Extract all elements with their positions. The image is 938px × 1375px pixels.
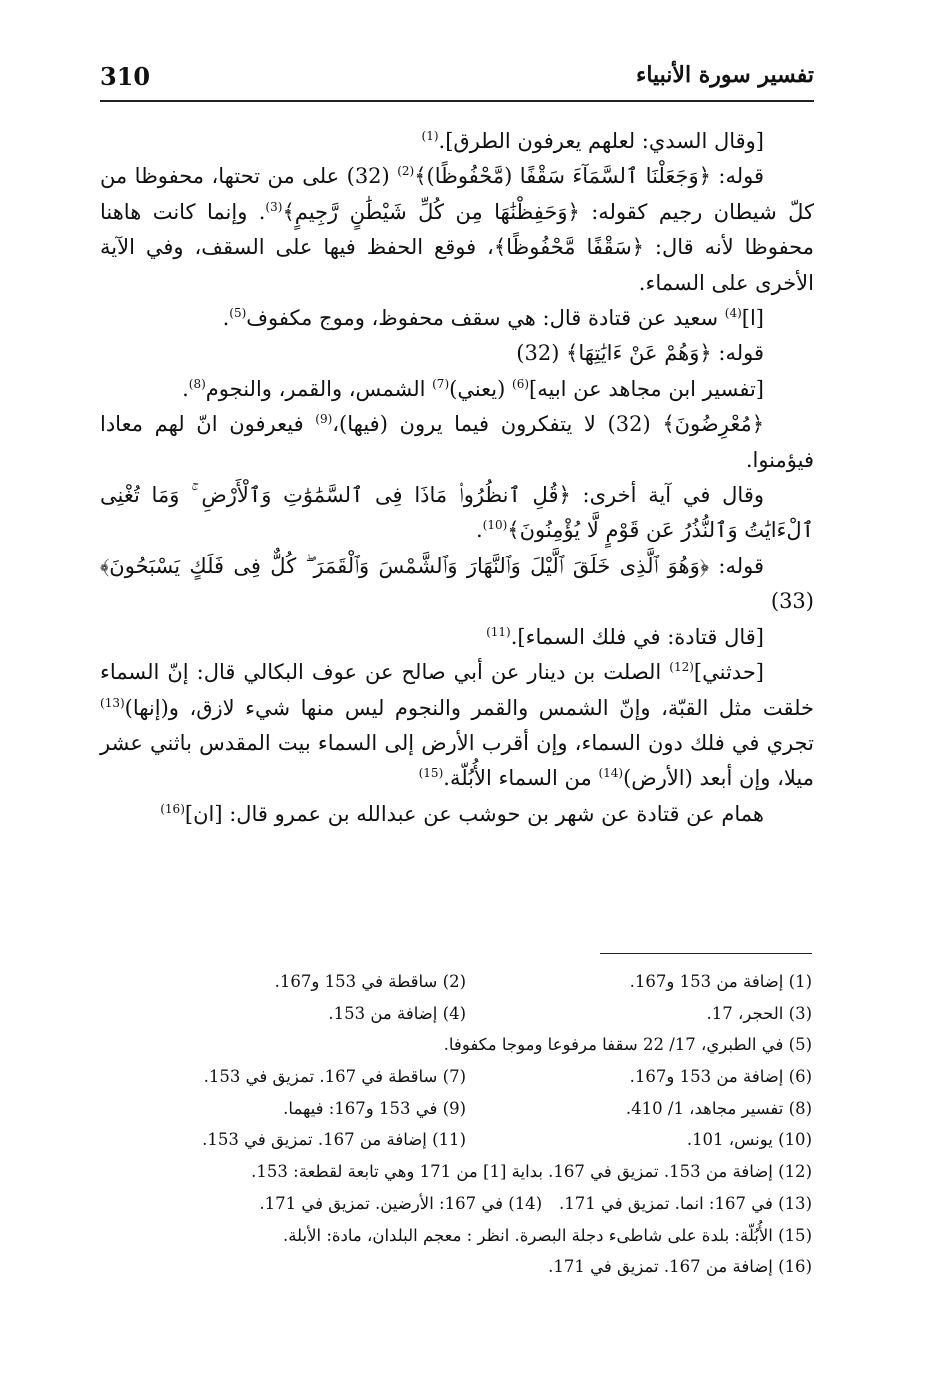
paragraph-1: [وقال السدي: لعلهم يعرفون الطرق].$^{(1)}$ <box>421 129 764 153</box>
footnote-ref-2: (2) <box>397 164 415 179</box>
footnote-ref-11: (11) <box>486 624 511 639</box>
running-title: تفسير سورة الأنبياء <box>635 62 814 88</box>
page-header <box>100 58 814 98</box>
footnote-11: (11) إضافة من 167. تمزيق في 153. <box>202 1130 466 1150</box>
footnote-ref-14: (14) <box>598 766 624 781</box>
footnote-7: (7) ساقطة في 167. تمزيق في 153. <box>203 1067 466 1087</box>
footnote-ref-8: (8) <box>188 376 206 391</box>
paragraph-3: [ا]$^{(4)}$ سعيد عن قتادة قال: هي سقف محفوظ، وموج مكفوف$^{(5)}$. <box>222 306 764 331</box>
paragraph-4: قوله: ﴿وَهُمْ عَنْ ءَايَٰتِهَا﴾ (32) <box>516 341 764 366</box>
page-number: 310 <box>100 62 151 91</box>
footnote-13: (13) في 167: انما. تمزيق في 171. <box>558 1193 812 1213</box>
paragraph-11: همام عن قتادة عن شهر بن حوشب عن عبدالله بن عمرو قال: [ان]$^{(16)}$ <box>160 801 764 826</box>
footnotes <box>120 966 812 1283</box>
footnote-ref-3: (3) <box>265 199 283 214</box>
paragraph-10: [حدثني]$^{(12)}$ الصلت بن دينار عن أبي صالح عن عوف البكالي قال: إنّ السماء خلقت مثل القبّة، وإنّ الشمس والقمر والنجوم ليس منها شيء لازق، و(إنها)$^{(13)}$ تجري في فلك دون السماء، وإن أقرب الأرض إلى السماء بيت المقدس باثني عشر ميلا، وإن أبعد (الأرض)$^{(14)}$ من السماء الأُبُلّة.$^{(15)}$ <box>100 660 814 791</box>
footnote-ref-12: (12) <box>669 660 694 675</box>
footnote-ref-5: (5) <box>229 306 247 321</box>
footnote-3: (3) الحجر، 17. <box>706 1003 812 1023</box>
header-divider <box>100 100 814 102</box>
footnote-15: (15) الأُبُلّة: بلدة على شاطىء دجلة البصرة. انظر : معجم البلدان، مادة: الأبلة. <box>282 1225 812 1245</box>
main-text <box>100 124 814 832</box>
paragraph-8: قوله: ﴿وَهُوَ ٱلَّذِى خَلَقَ ٱلَّيْلَ وَٱلنَّهَارَ وَٱلشَّمْسَ وَٱلْقَمَرَ ۖ كُلٌّ فِى فَلَكٍ يَسْبَحُونَ﴾ (33) <box>100 553 814 614</box>
footnote-9: (9) في 153 و167: فيهما. <box>283 1098 466 1118</box>
footnote-ref-6: (6) <box>512 376 530 391</box>
footnote-10: (10) يونس، 101. <box>686 1130 812 1150</box>
footnote-ref-7: (7) <box>432 376 450 391</box>
footnote-divider <box>600 953 812 954</box>
footnote-4: (4) إضافة من 153. <box>328 1003 466 1023</box>
paragraph-2: قوله: ﴿وَجَعَلْنَا ٱلسَّمَآءَ سَقْفًا (مَّحْفُوظًا)﴾$^{(2)}$ (32) على من تحتها، محفوظا من كلّ شيطان رجيم كقوله: ﴿وَحَفِظْنَٰهَا مِن كُلِّ شَيْطَٰنٍ رَّجِيمٍ﴾$^{(3)}$. وإنما كانت هاهنا محفوظا لأنه قال: ﴿سَقْفًا مَّحْفُوظًا﴾، فوقع الحفظ فيها على السقف، وفي الآية الأخرى على السماء. <box>100 164 814 295</box>
footnote-12: (12) إضافة من 153. تمزيق في 167. بداية [1] من 171 وهي تابعة لقطعة: 153. <box>251 1162 812 1182</box>
footnote-14: (14) في 167: الأرضين. تمزيق في 171. <box>259 1193 543 1213</box>
footnote-ref-13: (13) <box>100 695 125 710</box>
footnote-ref-1: (1) <box>421 129 439 143</box>
footnote-5: (5) في الطبري، 17/ 22 سقفا مرفوعا وموجا مكفوفا. <box>443 1035 812 1055</box>
footnote-8: (8) تفسير مجاهد، 1/ 410. <box>625 1098 812 1118</box>
footnote-ref-9: (9) <box>315 412 333 427</box>
footnote-ref-15: (15) <box>418 766 444 781</box>
paragraph-5: [تفسير ابن مجاهد عن ابيه]$^{(6)}$ (يعني)$^{(7)}$ الشمس، والقمر، والنجوم$^{(8)}$. <box>182 376 764 401</box>
footnote-ref-10: (10) <box>482 518 508 533</box>
footnote-ref-4: (4) <box>724 306 742 321</box>
footnote-16: (16) إضافة من 167. تمزيق في 171. <box>548 1257 812 1277</box>
paragraph-7: وقال في آية أخرى: ﴿قُلِ ٱنظُرُوا۟ مَاذَا فِى ٱلسَّمَٰوَٰتِ وَٱلْأَرْضِ ۚ وَمَا تُغْنِى ٱلْءَايَٰتُ وَٱلنُّذُرُ عَن قَوْمٍ لَّا يُؤْمِنُونَ﴾$^{(10)}$. <box>100 483 814 543</box>
paragraph-9: [قال قتادة: في فلك السماء].$^{(11)}$ <box>486 624 764 649</box>
footnote-1: (1) إضافة من 153 و167. <box>629 972 812 991</box>
paragraph-6: ﴿مُعْرِضُونَ﴾ (32) لا يتفكرون فيما يرون (فيها)،$^{(9)}$ فيعرفون انّ لهم معادا فيؤمنوا. <box>100 412 814 472</box>
footnote-ref-16: (16) <box>160 801 185 816</box>
footnote-2: (2) ساقطة في 153 و167. <box>274 972 466 991</box>
footnote-6: (6) إضافة من 153 و167. <box>629 1067 812 1087</box>
